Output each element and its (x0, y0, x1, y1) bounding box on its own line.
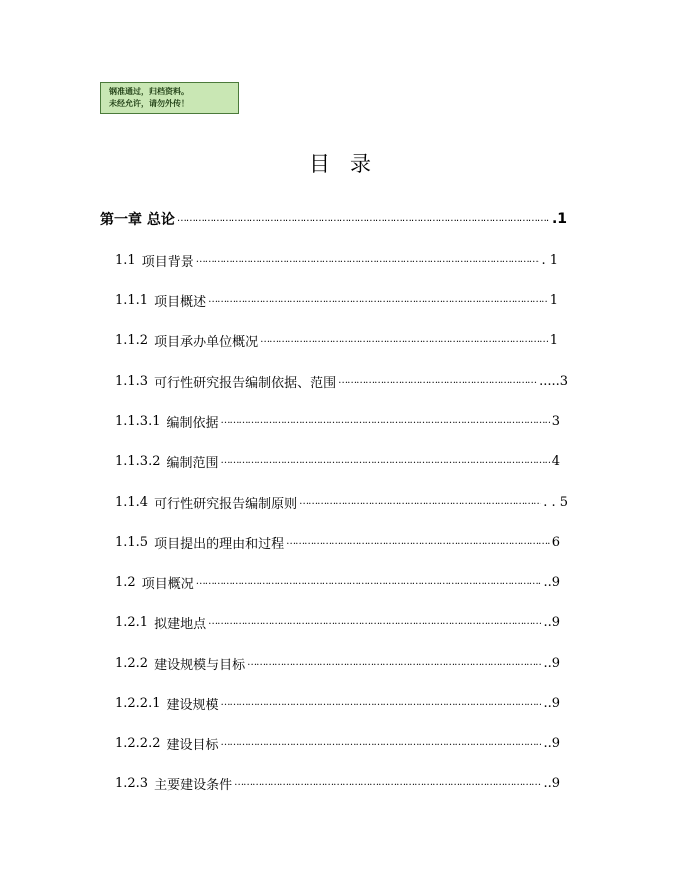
archive-stamp (100, 82, 239, 114)
toc-entry-text: 可行性研究报告编制原则 (154, 496, 298, 512)
toc-entry-number: 1.1.4 (115, 494, 149, 510)
toc-entry[interactable] (115, 773, 560, 793)
toc-entry-number: 1.1.2 (115, 332, 149, 348)
toc-entry-number: 1.2 (115, 574, 136, 590)
toc-entry-number: 1.1 (115, 252, 136, 268)
toc-entry-text: 可行性研究报告编制依据、范围 (154, 375, 337, 391)
toc-entry[interactable] (115, 653, 560, 673)
toc-entry[interactable] (115, 492, 568, 512)
toc-leader (247, 653, 541, 673)
toc-entry-number: 1.1.1 (115, 292, 149, 308)
toc-entry[interactable] (115, 733, 560, 753)
toc-leader (196, 250, 540, 270)
stamp-line-2: 未经允许，请勿外传！ (109, 99, 189, 108)
toc-page-number: 1 (549, 292, 558, 308)
toc-entry[interactable] (115, 693, 560, 713)
toc-page-number: . 1 (541, 252, 558, 268)
toc-entry-number: 1.1.3 (115, 373, 149, 389)
toc-entry-text: 项目背景 (141, 254, 194, 270)
toc-page-number: . . 5 (543, 494, 568, 510)
toc-entry[interactable] (115, 572, 560, 592)
toc-entry[interactable] (100, 209, 567, 229)
toc-entry[interactable] (115, 451, 560, 471)
toc-page-number: .....3 (539, 373, 568, 389)
toc-title: 目录 (309, 152, 391, 176)
toc-leader (260, 330, 548, 350)
toc-leader (221, 733, 542, 753)
toc-entry-text: 第一章 总论 (100, 212, 175, 228)
toc-leader (196, 572, 542, 592)
toc-entry[interactable] (115, 411, 560, 431)
toc-leader (177, 209, 550, 229)
toc-page-number: ..9 (543, 655, 560, 671)
toc-entry[interactable] (115, 330, 558, 350)
toc-entry-text: 项目概述 (154, 294, 207, 310)
toc-leader (208, 612, 541, 632)
toc-page-number: 4 (551, 453, 560, 469)
toc-entry-number: 1.1.3.1 (115, 413, 161, 429)
toc-page-number: 3 (551, 413, 560, 429)
toc-page-number: ..9 (543, 775, 560, 791)
toc-entry-number: 1.2.2 (115, 655, 149, 671)
toc-page-number: 1 (549, 332, 558, 348)
toc-entry-text: 项目概况 (141, 576, 194, 592)
toc-entry-number: 1.2.1 (115, 614, 149, 630)
toc-entry[interactable] (115, 290, 558, 310)
toc-entry-text: 编制依据 (166, 415, 219, 431)
toc-entry-text: 项目承办单位概况 (154, 334, 259, 350)
toc-entry-number: 1.1.5 (115, 534, 149, 550)
stamp-line-1: 钢准通过，归档资料。 (109, 87, 189, 96)
toc-page-number: .1 (551, 211, 567, 227)
toc-entry-text: 主要建设条件 (154, 777, 233, 793)
toc-page-number: 6 (551, 534, 560, 550)
toc-page-number: ..9 (543, 574, 560, 590)
toc-leader (221, 411, 550, 431)
toc-leader (208, 290, 548, 310)
toc-entry-text: 建设规模与目标 (154, 657, 246, 673)
toc-entry-text: 建设规模 (166, 697, 219, 713)
toc-leader (234, 773, 541, 793)
toc-entry[interactable] (115, 250, 558, 270)
toc-page-number: ..9 (543, 735, 560, 751)
toc-entry-text: 项目提出的理由和过程 (154, 536, 285, 552)
toc-entry[interactable] (115, 371, 568, 391)
toc-entry-text: 拟建地点 (154, 616, 207, 632)
toc-leader (286, 532, 550, 552)
toc-leader (221, 693, 542, 713)
toc-entry-number: 1.2.2.1 (115, 695, 161, 711)
toc-leader (299, 492, 541, 512)
toc-entry-number: 1.2.2.2 (115, 735, 161, 751)
toc-entry-text: 建设目标 (166, 737, 219, 753)
toc-page-number: ..9 (543, 614, 560, 630)
toc-entry[interactable] (115, 612, 560, 632)
toc-leader (338, 371, 537, 391)
toc-entry-number: 1.1.3.2 (115, 453, 161, 469)
toc-entry-number: 1.2.3 (115, 775, 149, 791)
toc-entry[interactable] (115, 532, 560, 552)
toc-leader (221, 451, 550, 471)
toc-entry-text: 编制范围 (166, 455, 219, 471)
toc-page-number: ..9 (543, 695, 560, 711)
